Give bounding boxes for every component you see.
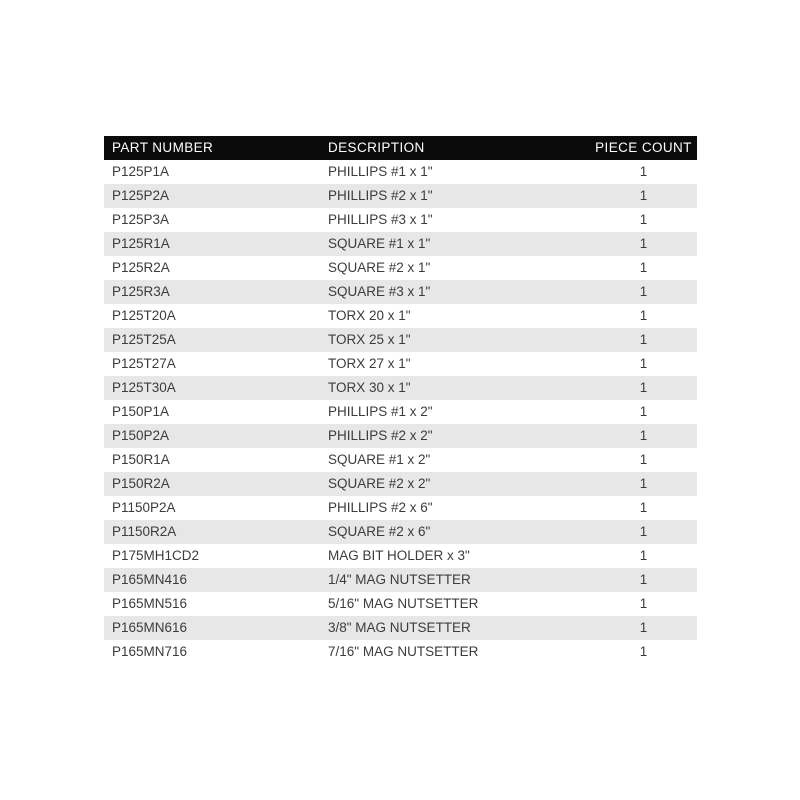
part-number-cell: P150P2A — [112, 428, 170, 443]
part-number-cell: P150R2A — [112, 476, 170, 491]
description-cell: SQUARE #1 x 1" — [328, 236, 431, 251]
description-cell: PHILLIPS #2 x 6" — [328, 500, 433, 515]
piece-count-cell: 1 — [639, 260, 648, 275]
description-cell: PHILLIPS #1 x 2" — [328, 404, 433, 419]
table-row — [104, 184, 697, 208]
parts-table — [104, 136, 697, 664]
piece-count-cell: 1 — [639, 644, 648, 659]
description-cell: TORX 30 x 1" — [328, 380, 411, 395]
part-number-cell: P125P2A — [112, 188, 170, 203]
table-row — [104, 520, 697, 544]
part-number-cell: P125T27A — [112, 356, 176, 371]
piece-count-cell: 1 — [639, 164, 648, 179]
part-number-cell: P1150R2A — [112, 524, 177, 539]
table-row — [104, 472, 697, 496]
table-row — [104, 496, 697, 520]
table-row — [104, 544, 697, 568]
column-header-description: DESCRIPTION — [328, 136, 590, 160]
part-number-cell: P125P1A — [112, 164, 170, 179]
piece-count-cell: 1 — [639, 500, 648, 515]
part-number-cell: P125R3A — [112, 284, 170, 299]
description-cell: PHILLIPS #2 x 2" — [328, 428, 433, 443]
piece-count-cell: 1 — [639, 356, 648, 371]
piece-count-cell: 1 — [639, 476, 648, 491]
description-cell: SQUARE #2 x 2" — [328, 476, 431, 491]
piece-count-cell: 1 — [639, 596, 648, 611]
table-row — [104, 352, 697, 376]
description-cell: 5/16" MAG NUTSETTER — [328, 596, 479, 611]
piece-count-cell: 1 — [639, 284, 648, 299]
description-cell: MAG BIT HOLDER x 3" — [328, 548, 470, 563]
part-number-cell: P125T25A — [112, 332, 176, 347]
piece-count-cell: 1 — [639, 332, 648, 347]
table-row — [104, 208, 697, 232]
part-number-cell: P165MN516 — [112, 596, 188, 611]
table-row — [104, 232, 697, 256]
description-cell: SQUARE #1 x 2" — [328, 452, 431, 467]
table-row — [104, 400, 697, 424]
description-cell: 7/16" MAG NUTSETTER — [328, 644, 479, 659]
table-header-row — [104, 136, 697, 160]
table-row — [104, 376, 697, 400]
description-cell: 3/8" MAG NUTSETTER — [328, 620, 471, 635]
column-header-part-number: PART NUMBER — [104, 136, 328, 160]
table-row — [104, 640, 697, 664]
part-number-cell: P150R1A — [112, 452, 170, 467]
table-row — [104, 616, 697, 640]
table-row — [104, 592, 697, 616]
description-cell: PHILLIPS #3 x 1" — [328, 212, 433, 227]
piece-count-cell: 1 — [639, 188, 648, 203]
part-number-cell: P165MN416 — [112, 572, 188, 587]
part-number-cell: P125R1A — [112, 236, 170, 251]
piece-count-cell: 1 — [639, 572, 648, 587]
table-row — [104, 304, 697, 328]
description-cell: SQUARE #2 x 6" — [328, 524, 431, 539]
piece-count-cell: 1 — [639, 452, 648, 467]
piece-count-cell: 1 — [639, 524, 648, 539]
piece-count-cell: 1 — [639, 404, 648, 419]
description-cell: SQUARE #2 x 1" — [328, 260, 431, 275]
description-cell: TORX 27 x 1" — [328, 356, 411, 371]
piece-count-cell: 1 — [639, 428, 648, 443]
piece-count-cell: 1 — [639, 620, 648, 635]
part-number-cell: P175MH1CD2 — [112, 548, 200, 563]
description-cell: SQUARE #3 x 1" — [328, 284, 431, 299]
piece-count-cell: 1 — [639, 548, 648, 563]
part-number-cell: P165MN716 — [112, 644, 188, 659]
part-number-cell: P1150P2A — [112, 500, 176, 515]
part-number-cell: P125P3A — [112, 212, 170, 227]
piece-count-cell: 1 — [639, 212, 648, 227]
part-number-cell: P125T20A — [112, 308, 176, 323]
table-body — [104, 160, 697, 664]
column-header-piece-count: PIECE COUNT — [590, 136, 697, 160]
table-row — [104, 256, 697, 280]
table-row — [104, 448, 697, 472]
piece-count-cell: 1 — [639, 308, 648, 323]
part-number-cell: P150P1A — [112, 404, 170, 419]
part-number-cell: P165MN616 — [112, 620, 188, 635]
part-number-cell: P125T30A — [112, 380, 176, 395]
table-row — [104, 280, 697, 304]
table-row — [104, 424, 697, 448]
piece-count-cell: 1 — [639, 236, 648, 251]
description-cell: TORX 20 x 1" — [328, 308, 411, 323]
description-cell: TORX 25 x 1" — [328, 332, 411, 347]
table-row — [104, 160, 697, 184]
piece-count-cell: 1 — [639, 380, 648, 395]
table-row — [104, 568, 697, 592]
description-cell: PHILLIPS #1 x 1" — [328, 164, 433, 179]
part-number-cell: P125R2A — [112, 260, 170, 275]
description-cell: 1/4" MAG NUTSETTER — [328, 572, 471, 587]
table-row — [104, 328, 697, 352]
description-cell: PHILLIPS #2 x 1" — [328, 188, 433, 203]
